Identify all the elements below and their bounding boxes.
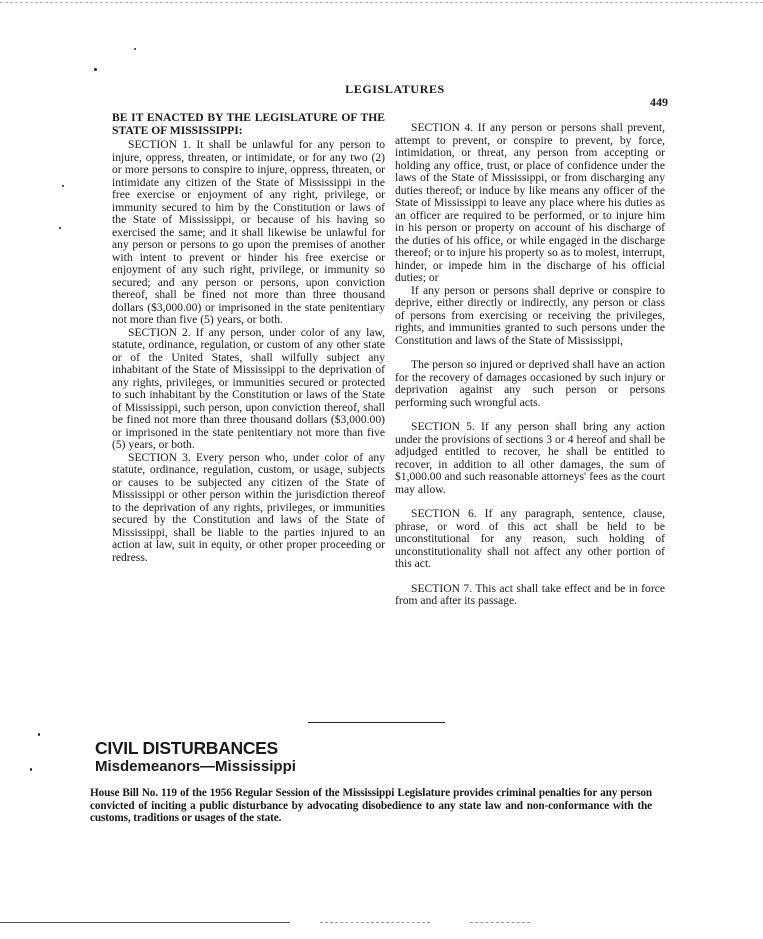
section-4-remedy: The person so injured or deprived shall have an action for the recovery of damages occasioned by such injury or deprivation against any such person or persons performing such wrongful acts. — [395, 358, 665, 409]
scan-speck — [38, 733, 40, 736]
section-heading: CIVIL DISTURBANCES — [95, 738, 278, 758]
section-7: SECTION 7. This act shall take effect and be in force from and after its passage. — [395, 581, 665, 607]
top-edge-dashes — [0, 2, 763, 3]
right-column — [395, 122, 665, 608]
section-4-deprive-clause: If any person or persons shall deprive or conspire to deprive, either directly or indirectly, any person or class of persons from exercising or receiving the privileges, rights, and immunities granted to such persons under the Constitution and laws of the State of Mississippi, — [395, 283, 665, 347]
scan-speck — [59, 227, 61, 229]
scan-speck — [30, 768, 32, 771]
scan-edge-line — [320, 922, 430, 923]
section-subheading: Misdemeanors—Mississippi — [95, 758, 296, 775]
left-column — [112, 112, 385, 564]
scan-edge-line — [0, 922, 290, 923]
section-3: SECTION 3. Every person who, under color of any statute, ordinance, regulation, custom, or usage, subjects or causes to be subjected any citizen of the State of Mississippi or other person within the jurisdiction thereof to the deprivation of any rights, privileges, or immunities secured by the Constitution and laws of the State of Mississippi, shall be liable to the parties injured to an action at law, suit in equity, or other proper proceeding or redress. — [112, 450, 385, 564]
page-number: 449 — [650, 95, 668, 109]
enacting-clause: BE IT ENACTED BY THE LEGISLATURE OF THE STATE OF MISSISSIPPI: — [112, 111, 385, 137]
scan-edge-line — [470, 922, 530, 923]
scan-speck — [94, 68, 97, 71]
running-head: LEGISLATURES — [345, 82, 445, 96]
section-6: SECTION 6. If any paragraph, sentence, clause, phrase, or word of this act shall be held to be unconstitutional for any reason, such holding of unconstitutionality shall not affect any other portion of this act. — [395, 507, 665, 570]
section-5: SECTION 5. If any person shall bring any action under the provisions of sections 3 or 4 hereof and shall be adjudged entitled to recover, he shall be entitled to recover, in addition to all other damages, the sum of $1,000.00 and such reasonable attorneys' fees as the court may allow. — [395, 420, 665, 496]
scan-speck — [134, 48, 136, 50]
section-4: SECTION 4. If any person or persons shall prevent, attempt to prevent, or conspire to prevent, by force, intimidation, or threat, any person from accepting or holding any office, trust, or place of confidence under the laws of the State of Mississippi, or from discharging any duties thereof; or induce by like means any officer of the State of Mississippi to leave any place where his duties as an officer are required to be performed, or to injure him in his person or property on account of his discharge of the duties of his office, or while engaged in the discharge thereof; or to injure his property so as to molest, interrupt, hinder, or impede him in the discharge of his official duties; or — [395, 121, 665, 284]
scan-speck — [62, 185, 64, 187]
bill-summary: House Bill No. 119 of the 1956 Regular Session of the Mississippi Legislature provides criminal penalties for any person convicted of inciting a public disturbance by advocating disobedience to any state law and non-conformance with the customs, traditions or usages of the state. — [90, 787, 652, 825]
section-1: SECTION 1. It shall be unlawful for any person to injure, oppress, threaten, or intimidate, or for any two (2) or more persons to conspire to injure, oppress, threaten, or intimidate any citizen of the State of Mississippi in the free exercise or enjoyment of any right, privilege, or immunity secured to him by the Constitution or laws of the State of Mississippi, or because of his having so exercised the same; and it shall likewise be unlawful for any person or persons to go upon the premises of another with intent to prevent or hinder his free exercise or enjoyment of any such right, privilege, or immunity so secured; and any person or persons, upon conviction thereof, shall be fined not more than three thousand dollars ($3,000.00) or imprisoned in the state penitentiary not more than five (5) years, or both. — [112, 138, 385, 326]
section-divider — [308, 722, 445, 723]
section-2: SECTION 2. If any person, under color of any law, statute, ordinance, regulation, or custom of any other state or of the United States, shall wilfully subject any inhabitant of the State of Mississippi to the deprivation of any rights, privileges, or immunities secured or protected to such inhabitant by the Constitution or laws of the State of Mississippi, such person, upon conviction thereof, shall be fined not more than three thousand dollars ($3,000.00) or imprisoned in the state penitentiary not more than five (5) years, or both. — [112, 325, 385, 451]
